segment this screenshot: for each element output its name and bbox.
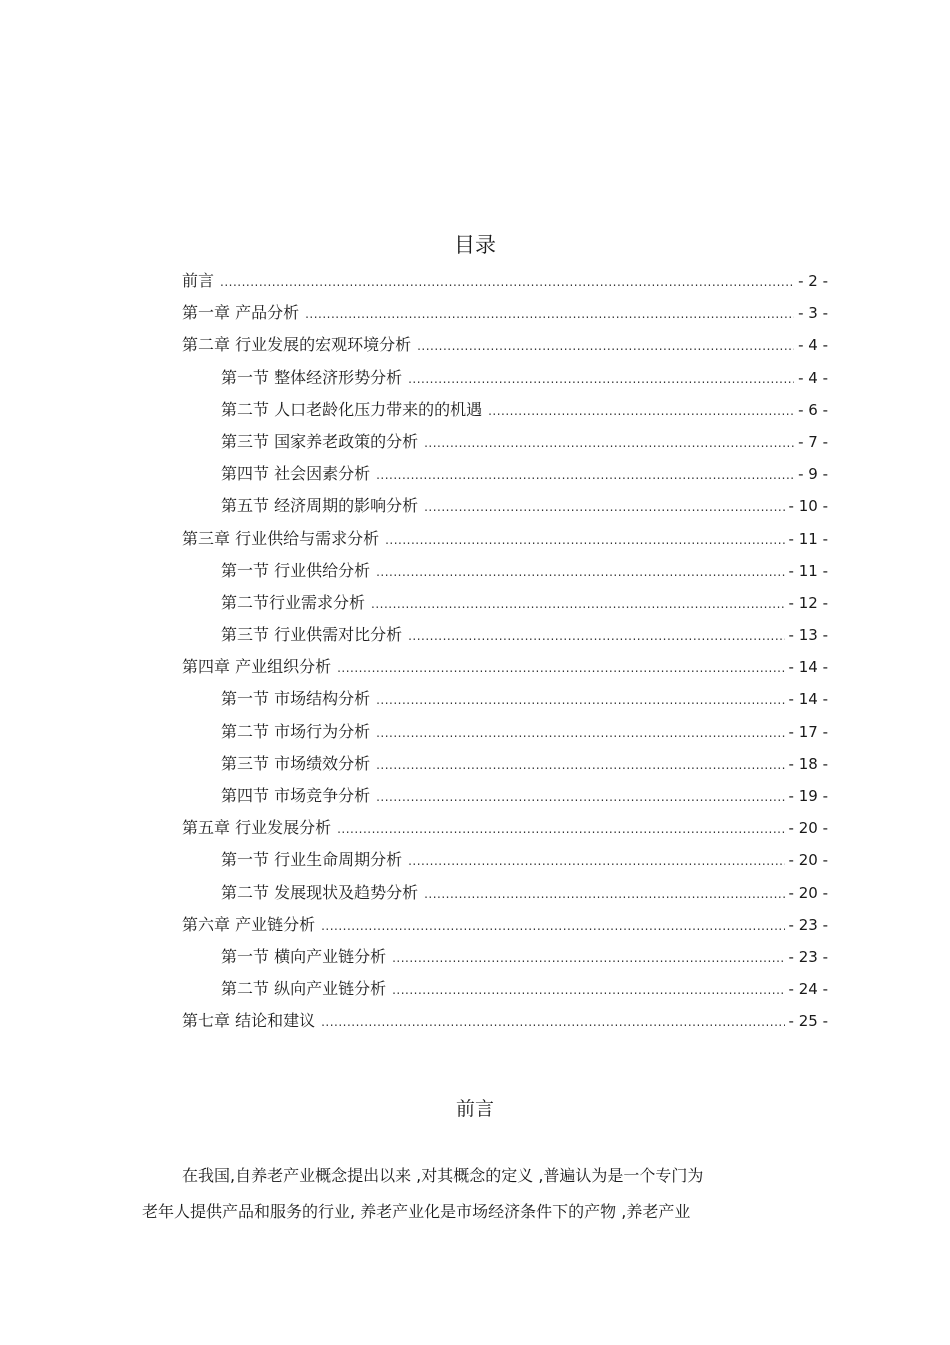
toc-leader-dots [392,942,784,974]
toc-entry-page: - 11 - [788,561,828,580]
toc-entry-page: - 14 - [788,658,828,677]
toc-leader-dots [321,1006,784,1038]
toc-entry-label: 第四节 市场竞争分析 [221,786,371,805]
toc-entry-page: - 13 - [788,626,828,645]
toc-entry[interactable] [182,490,828,522]
toc-entry-page: - 11 - [788,529,828,548]
toc-entry-label: 第二节 人口老龄化压力带来的的机遇 [221,399,483,419]
toc-entry[interactable] [182,297,828,329]
toc-leader-dots [417,330,794,362]
toc-entry-label: 第五章 行业发展分析 [182,818,332,838]
toc-entry-page: - 20 - [788,819,828,838]
toc-entry[interactable] [182,973,828,1005]
toc-entry-label: 第二节 市场行为分析 [221,721,371,741]
toc-entry-page: - 9 - [798,465,828,484]
toc-entry-page: - 25 - [788,1012,828,1031]
toc-entry-page: - 2 - [798,272,828,290]
toc-entry-label: 第二节 发展现状及趋势分析 [221,882,419,902]
toc-leader-dots [305,298,794,330]
toc-entry-page: - 3 - [798,304,828,323]
toc-leader-dots [337,652,784,684]
toc-entry-label: 第一节 行业生命周期分析 [221,850,403,870]
toc-entry-page: - 17 - [788,722,828,741]
toc-entry[interactable] [182,651,828,683]
toc-entry-label: 第四节 社会因素分析 [221,464,371,484]
toc-entry-page: - 12 - [788,593,828,612]
toc-entry[interactable] [182,619,828,651]
toc-entry-label: 第二章 行业发展的宏观环境分析 [182,335,412,355]
toc-leader-dots [424,878,784,910]
toc-entry-label: 前言 [182,271,215,290]
toc-entry[interactable] [182,683,828,715]
toc-leader-dots [220,266,794,298]
toc-entry[interactable] [182,458,828,490]
toc-leader-dots [424,427,794,459]
toc-entry-page: - 24 - [788,980,828,999]
toc-leader-dots [376,749,784,781]
toc-entry[interactable] [182,587,828,619]
toc-entry[interactable] [182,523,828,555]
toc-entry-label: 第四章 产业组织分析 [182,657,332,677]
toc-entry-label: 第一章 产品分析 [182,303,300,323]
toc-leader-dots [408,620,784,652]
toc-entry-page: - 14 - [788,690,828,709]
toc-entry-page: - 23 - [788,915,828,934]
toc-entry-label: 第三节 市场绩效分析 [221,753,371,773]
toc-leader-dots [488,395,794,427]
toc-leader-dots [376,459,794,491]
toc-leader-dots [376,781,784,813]
toc-entry-page: - 7 - [798,432,828,451]
toc-leader-dots [408,363,794,395]
preface-body [142,1158,802,1230]
toc-entry[interactable] [182,265,828,297]
toc-leader-dots [376,717,784,749]
toc-leader-dots [371,588,785,620]
preface-line: 老年人提供产品和服务的行业, 养老产业化是市场经济条件下的产物 ,养老产业 [142,1202,691,1221]
toc-leader-dots [392,974,784,1006]
toc-entry-label: 第七章 结论和建议 [182,1011,316,1031]
toc-entry[interactable] [182,909,828,941]
toc-entry-label: 第二节 纵向产业链分析 [221,979,387,999]
toc-entry[interactable] [182,877,828,909]
toc-entry[interactable] [182,716,828,748]
toc-entry[interactable] [182,844,828,876]
toc-entry-label: 第一节 横向产业链分析 [221,946,387,966]
toc-entry-label: 第五节 经济周期的影响分析 [221,496,419,516]
toc-entry-page: - 19 - [788,787,828,805]
preface-line: 在我国,自养老产业概念提出以来 ,对其概念的定义 ,普遍认为是一个专门为 [182,1166,704,1185]
toc-entry[interactable] [182,1005,828,1037]
toc-leader-dots [376,556,784,588]
toc-entry[interactable] [182,748,828,780]
toc-entry-page: - 18 - [788,754,828,773]
toc-entry-page: - 20 - [788,851,828,870]
table-of-contents [182,265,828,1038]
preface-title: 前言 [455,1098,494,1120]
toc-leader-dots [321,910,784,942]
toc-leader-dots [337,813,784,845]
toc-entry[interactable] [182,362,828,394]
toc-leader-dots [385,524,784,556]
toc-entry-label: 第一节 市场结构分析 [221,689,371,709]
toc-entry[interactable] [182,426,828,458]
toc-entry-label: 第二节行业需求分析 [221,592,366,612]
toc-entry-label: 第一节 行业供给分析 [221,560,371,580]
toc-entry[interactable] [182,812,828,844]
toc-title: 目录 [454,233,496,257]
toc-entry[interactable] [182,941,828,973]
toc-leader-dots [424,491,784,523]
toc-entry-page: - 20 - [788,883,828,902]
toc-entry-label: 第三节 行业供需对比分析 [221,625,403,645]
toc-entry-page: - 4 - [798,336,828,355]
toc-entry-page: - 4 - [798,368,828,387]
toc-entry-page: - 23 - [788,947,828,966]
toc-entry-label: 第一节 整体经济形势分析 [221,367,403,387]
toc-entry-label: 第六章 产业链分析 [182,914,316,934]
toc-entry-page: - 10 - [788,497,828,516]
toc-leader-dots [376,684,784,716]
toc-entry-label: 第三章 行业供给与需求分析 [182,528,380,548]
toc-entry[interactable] [182,555,828,587]
toc-entry[interactable] [182,329,828,361]
toc-entry[interactable] [182,394,828,426]
toc-entry-page: - 6 - [798,400,828,419]
toc-leader-dots [408,845,784,877]
toc-entry-label: 第三节 国家养老政策的分析 [221,431,419,451]
toc-entry[interactable] [182,780,828,812]
